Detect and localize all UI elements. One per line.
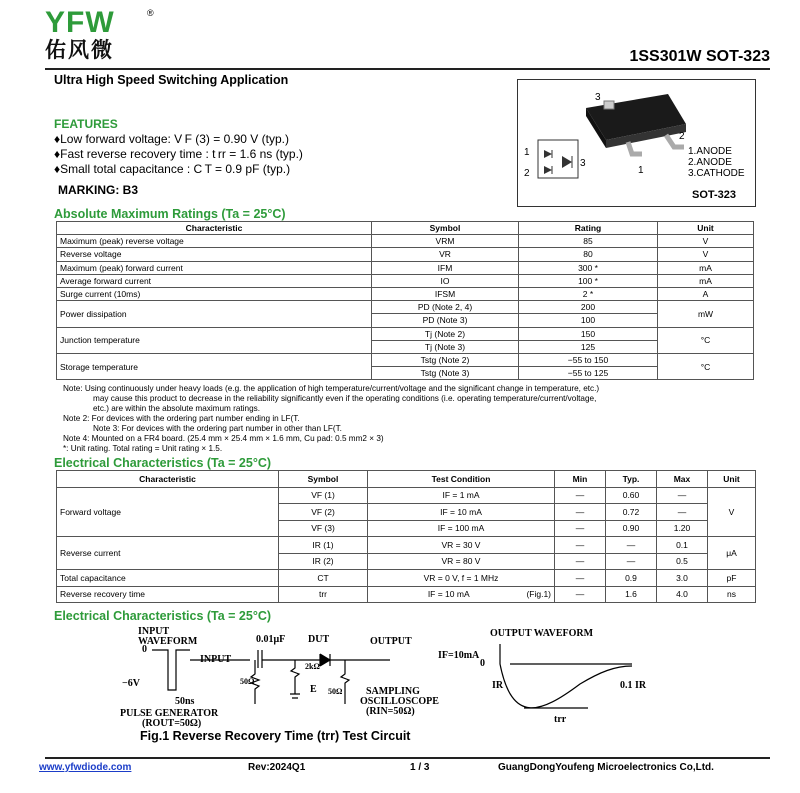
cell: Reverse voltage [57, 248, 372, 261]
table-row [57, 261, 754, 274]
output-waveform-trace [500, 644, 632, 708]
col-header: Unit [708, 471, 756, 488]
cell: CT [279, 570, 368, 587]
col-header: Rating [519, 222, 658, 235]
cell: PD (Note 2, 4) [372, 301, 519, 314]
neg-6v-label: −6V [122, 678, 140, 689]
pin-desc: 2.ANODE [688, 157, 732, 168]
rout-label: (ROUT=50Ω) [142, 718, 202, 729]
cell: 4.0 [657, 586, 708, 603]
sampling-label: SAMPLING [366, 686, 420, 697]
col-header: Characteristic [57, 471, 279, 488]
cell: mA [658, 274, 754, 287]
col-header: Unit [658, 222, 754, 235]
cell: 125 [519, 340, 658, 353]
feature-item: ♦Small total capacitance : C T = 0.9 pF (typ.) [54, 162, 291, 176]
feature-item: ♦Fast reverse recovery time : t rr = 1.6 ns (typ.) [54, 147, 303, 161]
cell: 0.1 [657, 537, 708, 554]
cell: Forward voltage [57, 487, 279, 537]
cell: Tstg (Note 3) [372, 367, 519, 380]
schem-pin-3: 3 [580, 158, 586, 169]
cell: — [606, 537, 657, 554]
cell: VF (1) [279, 487, 368, 504]
output-waveform-label: OUTPUT WAVEFORM [490, 628, 594, 639]
table-row [57, 586, 756, 603]
cell: Tstg (Note 2) [372, 353, 519, 366]
footer-page-number: 1 / 3 [410, 762, 430, 773]
cell: — [555, 553, 606, 570]
e-label: E [310, 684, 317, 695]
dut-diode-symbol [320, 654, 330, 666]
cell: 0.5 [657, 553, 708, 570]
cell: IF = 10 mA [368, 504, 555, 521]
col-header: Max [657, 471, 708, 488]
resistor-50b [341, 660, 349, 704]
cell: Average forward current [57, 274, 372, 287]
if-label: IF=10mA [438, 650, 480, 661]
pin-number-1: 1 [638, 165, 644, 176]
table-row [57, 353, 754, 366]
cell: VRM [372, 235, 519, 248]
table-row [57, 537, 756, 554]
table-row [57, 487, 756, 504]
logo-chinese: 佑风微 [45, 38, 114, 62]
cell: — [657, 504, 708, 521]
trr-condition: IF = 10 mA [427, 589, 470, 600]
cell: V [708, 487, 756, 537]
input-waveform-label: INPUT [138, 626, 170, 637]
table-row [57, 570, 756, 587]
cell: IR (1) [279, 537, 368, 554]
registered-mark: ® [147, 8, 154, 18]
cell: Total capacitance [57, 570, 279, 587]
cell: IF = 100 mA [368, 520, 555, 537]
cell: Storage temperature [57, 353, 372, 379]
ir-label: IR [492, 680, 504, 691]
abs-max-heading: Absolute Maximum Ratings (Ta = 25°C) [54, 207, 286, 221]
cell: pF [708, 570, 756, 587]
cell: 1.6 [606, 586, 657, 603]
r50b-label: 50Ω [328, 687, 343, 696]
note-line: Note: Using continuously under heavy loads (e.g. the application of high temperature/current/voltage and the significant change in temperature, etc.) [63, 384, 600, 393]
cell: Reverse current [57, 537, 279, 570]
pin-number-3: 3 [595, 92, 601, 103]
footer-website-link[interactable]: www.yfwdiode.com [39, 762, 132, 773]
col-header: Test Condition [368, 471, 555, 488]
input-zero: 0 [142, 644, 147, 655]
cell: −55 to 125 [519, 367, 658, 380]
footer-divider [45, 757, 770, 759]
cell: 0.90 [606, 520, 657, 537]
col-header: Characteristic [57, 222, 372, 235]
cell: IFSM [372, 287, 519, 300]
note-line: Note 4: Mounted on a FR4 board. (25.4 mm × 25.4 mm × 1.6 mm, Cu pad: 0.5 mm2 × 3) [63, 434, 384, 443]
cell: — [555, 537, 606, 554]
abs-max-table [56, 221, 754, 380]
input-waveform-label-2: WAVEFORM [138, 636, 198, 647]
cell: 80 [519, 248, 658, 261]
cell: Tj (Note 3) [372, 340, 519, 353]
cell: Reverse recovery time [57, 586, 279, 603]
table-row [57, 248, 754, 261]
cell: 85 [519, 235, 658, 248]
cell: Junction temperature [57, 327, 372, 353]
company-logo [45, 8, 165, 66]
cell: °C [658, 353, 754, 379]
oscilloscope-label: OSCILLOSCOPE [360, 696, 439, 707]
table-row [57, 274, 754, 287]
cell: Maximum (peak) reverse voltage [57, 235, 372, 248]
capacitor-label: 0.01μF [256, 634, 286, 645]
ir01-label: 0.1 IR [620, 680, 647, 691]
header-divider [45, 68, 770, 70]
cell: VR = 30 V [368, 537, 555, 554]
feature-item: ♦Low forward voltage: V F (3) = 0.90 V (typ.) [54, 132, 289, 146]
cell: — [555, 586, 606, 603]
note-line: *: Unit rating. Total rating = Unit rating × 1.5. [63, 444, 223, 453]
cell: trr [279, 586, 368, 603]
cell: Maximum (peak) forward current [57, 261, 372, 274]
cell: IR (2) [279, 553, 368, 570]
cell: 300 * [519, 261, 658, 274]
col-header: Typ. [606, 471, 657, 488]
cell: °C [658, 327, 754, 353]
cell: VR = 80 V [368, 553, 555, 570]
cell: V [658, 248, 754, 261]
input-pulse-trace [152, 650, 190, 690]
note-line: Note 3: For devices with the ordering part number in other than LF(T. [93, 424, 342, 433]
col-header: Symbol [279, 471, 368, 488]
r2k-label: 2kΩ [305, 662, 320, 671]
cell: 200 [519, 301, 658, 314]
cell: 1.20 [657, 520, 708, 537]
output-zero: 0 [480, 658, 485, 669]
figure-caption: Fig.1 Reverse Recovery Time (trr) Test Circuit [140, 729, 411, 743]
resistor-2k [290, 660, 300, 698]
dut-label: DUT [308, 634, 330, 645]
cell: — [555, 520, 606, 537]
subtitle: Ultra High Speed Switching Application [54, 73, 289, 87]
table-row [57, 327, 754, 340]
cell: 0.72 [606, 504, 657, 521]
cell: PD (Note 3) [372, 314, 519, 327]
cell: ns [708, 586, 756, 603]
footer-revision: Rev:2024Q1 [248, 762, 306, 773]
cell: A [658, 287, 754, 300]
cell: — [555, 504, 606, 521]
cell: VR [372, 248, 519, 261]
part-title: 1SS301W SOT-323 [629, 48, 770, 65]
pin-desc: 3.CATHODE [688, 168, 745, 179]
cell: — [657, 487, 708, 504]
cell: μA [708, 537, 756, 570]
cell: 2 * [519, 287, 658, 300]
capacitor-symbol [258, 650, 262, 668]
pin-number-2: 2 [679, 131, 685, 142]
note-line: etc.) are within the absolute maximum ratings. [93, 404, 261, 413]
trr-label: trr [554, 714, 567, 725]
cell: mW [658, 301, 754, 327]
features-heading: FEATURES [54, 117, 118, 131]
fig-heading: Electrical Characteristics (Ta = 25°C) [54, 609, 272, 623]
trr-fig-ref: (Fig.1) [526, 589, 551, 600]
cell: IFM [372, 261, 519, 274]
schem-pin-1: 1 [524, 147, 530, 158]
cell: −55 to 150 [519, 353, 658, 366]
package-illustration [518, 80, 755, 206]
col-header: Symbol [372, 222, 519, 235]
cell: — [606, 553, 657, 570]
table-row [57, 235, 754, 248]
cell: 150 [519, 327, 658, 340]
cell: — [555, 570, 606, 587]
output-label: OUTPUT [370, 636, 412, 647]
input-label: INPUT [200, 654, 232, 665]
cell: 100 * [519, 274, 658, 287]
col-header: Min [555, 471, 606, 488]
footer-company: GuangDongYoufeng Microelectronics Co,Ltd. [498, 762, 714, 773]
test-circuit-figure [120, 624, 660, 742]
cell: VF (2) [279, 504, 368, 521]
package-name: SOT-323 [692, 189, 737, 201]
cell: 100 [519, 314, 658, 327]
cell: V [658, 235, 754, 248]
rin-label: (RIN=50Ω) [366, 706, 415, 717]
r50-label: 50Ω [240, 677, 255, 686]
pulse-width-label: 50ns [175, 696, 195, 707]
cell: 0.9 [606, 570, 657, 587]
cell: Tj (Note 2) [372, 327, 519, 340]
cell: mA [658, 261, 754, 274]
cell: IO [372, 274, 519, 287]
cell: Power dissipation [57, 301, 372, 327]
cell: VF (3) [279, 520, 368, 537]
cell: VR = 0 V, f = 1 MHz [368, 570, 555, 587]
pin-desc: 1.ANODE [688, 146, 732, 157]
cell: 0.60 [606, 487, 657, 504]
cell: — [555, 487, 606, 504]
cell: 3.0 [657, 570, 708, 587]
elec-table [56, 470, 756, 603]
table-row [57, 301, 754, 314]
elec-heading: Electrical Characteristics (Ta = 25°C) [54, 456, 272, 470]
logo-latin: YFW [45, 6, 115, 39]
note-line: Note 2: For devices with the ordering part number ending in LF(T. [63, 414, 300, 423]
package-drawing [517, 79, 756, 207]
cell: Surge current (10ms) [57, 287, 372, 300]
pulse-generator-label: PULSE GENERATOR [120, 708, 219, 719]
cell: IF = 1 mA [368, 487, 555, 504]
table-row [57, 287, 754, 300]
marking: MARKING: B3 [58, 183, 138, 197]
schem-pin-2: 2 [524, 168, 530, 179]
cell [368, 586, 555, 603]
note-line: may cause this product to decrease in the reliability significantly even if the operating conditions (i.e. operating temperature/current/voltage, [93, 394, 597, 403]
